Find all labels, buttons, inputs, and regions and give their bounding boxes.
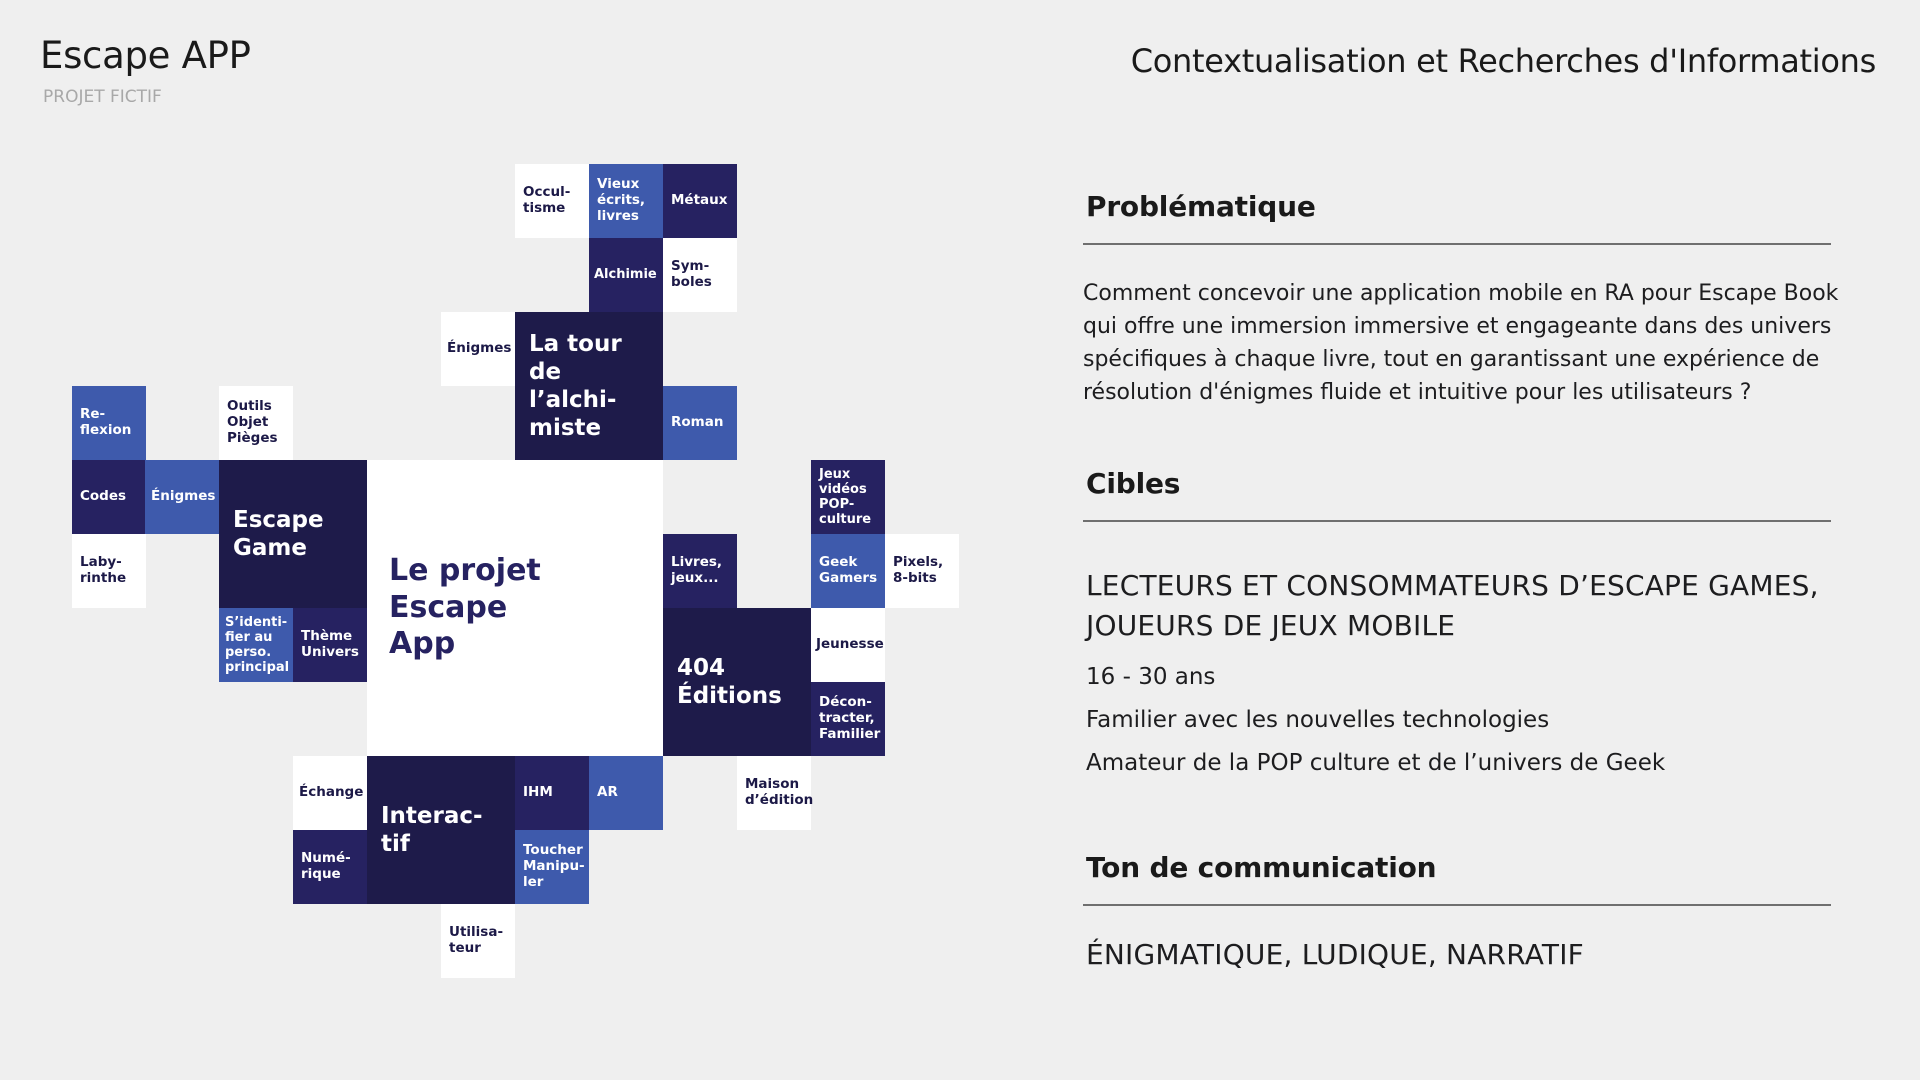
- info-panel: [1083, 190, 1839, 971]
- target-item: Familier avec les nouvelles technologies: [1086, 707, 1550, 733]
- tile-label: Énigmes: [151, 488, 216, 505]
- tile-jeunesse: [811, 608, 885, 682]
- tile-label: Numé- rique: [301, 850, 351, 882]
- tile-le-projet-escape-app: [367, 460, 663, 756]
- tile-label: S’identi- fier au perso. principal: [225, 614, 290, 676]
- tile-roman: [663, 386, 737, 460]
- tile-enigmes-top: [441, 312, 515, 386]
- tile-label: Laby- rinthe: [80, 554, 127, 586]
- tile-label: Thème Univers: [301, 628, 359, 660]
- tile-label: Pixels, 8-bits: [893, 554, 944, 586]
- tone-value: ÉNIGMATIQUE, LUDIQUE, NARRATIF: [1086, 938, 1584, 971]
- tile-reflexion: [72, 386, 146, 460]
- tile-sidentifier: [219, 608, 293, 682]
- tile-outils: [219, 386, 293, 460]
- tile-enigmes-left: [145, 460, 219, 534]
- tile-label: IHM: [523, 784, 553, 801]
- section-title: Problématique: [1086, 190, 1316, 223]
- tile-interactif: [367, 756, 515, 904]
- tile-pixels: [885, 534, 959, 608]
- tile-label: Occul- tisme: [523, 184, 571, 216]
- tile-la-tour-de-lalchimiste: [515, 312, 663, 460]
- tile-geek-gamers: [811, 534, 885, 608]
- tile-label: Alchimie: [594, 267, 657, 283]
- tile-label: Jeux vidéos POP- culture: [819, 466, 872, 528]
- tile-vieux-ecrits: [589, 164, 663, 238]
- tile-metaux: [663, 164, 737, 238]
- tile-echange: [293, 756, 367, 830]
- section-title: Cibles: [1086, 467, 1181, 500]
- app-title: Escape APP: [40, 34, 251, 77]
- tile-theme-univers: [293, 608, 367, 682]
- tile-maison-edition: [737, 756, 814, 830]
- tile-label: Codes: [80, 488, 127, 505]
- tile-label: Sym- boles: [671, 258, 712, 290]
- section-divider: [1083, 904, 1831, 906]
- tile-jeux-videos: [811, 460, 885, 534]
- tile-label: Outils Objet Pièges: [227, 398, 278, 446]
- targets-headline: LECTEURS ET CONSOMMATEURS D’ESCAPE GAMES, JOUEURS DE JEUX MOBILE: [1086, 569, 1819, 642]
- tile-ar: [589, 756, 663, 830]
- tile-label: Maison d’édition: [745, 776, 814, 808]
- tile-symboles: [663, 238, 737, 312]
- section-divider: [1083, 520, 1831, 522]
- tile-label: Échange: [299, 784, 364, 801]
- tile-404-editions: [663, 608, 811, 756]
- tile-escape-game: [219, 460, 367, 608]
- concept-mosaic: [0, 0, 1000, 1000]
- tile-label: Livres, jeux...: [671, 554, 723, 586]
- tile-ihm: [515, 756, 589, 830]
- tile-label: Jeunesse: [816, 636, 884, 653]
- tile-label: AR: [597, 784, 618, 801]
- tile-label: Geek Gamers: [819, 554, 878, 586]
- tile-label: Décon- tracter, Familier: [819, 694, 881, 742]
- tile-label: Vieux écrits, livres: [597, 176, 646, 224]
- tile-decontracter: [811, 682, 885, 756]
- tile-label: Toucher Manipu- ler: [523, 842, 585, 890]
- tile-codes: [72, 460, 146, 534]
- target-item: 16 - 30 ans: [1086, 664, 1216, 690]
- tile-label: Énigmes: [447, 340, 512, 357]
- tile-label: Roman: [671, 414, 724, 431]
- target-item: Amateur de la POP culture et de l’univers de Geek: [1086, 750, 1666, 776]
- section-divider: [1083, 243, 1831, 245]
- tile-alchimie: [589, 238, 663, 312]
- tile-occultisme: [515, 164, 589, 238]
- section-title: Ton de communication: [1086, 851, 1437, 884]
- section-ton: [1083, 851, 1833, 971]
- tile-label: Utilisa- teur: [449, 924, 504, 956]
- tile-toucher: [515, 830, 589, 904]
- section-problematique: [1083, 190, 1839, 409]
- tile-label: Le projet Escape App: [389, 552, 541, 662]
- page-title: Contextualisation et Recherches d'Informations: [1130, 42, 1876, 80]
- tile-label: Escape Game: [233, 506, 324, 561]
- tile-numerique: [293, 830, 367, 904]
- tile-label: 404 Éditions: [677, 654, 782, 709]
- tile-label: La tour de l’alchi- miste: [529, 330, 622, 442]
- app-subtitle: PROJET FICTIF: [43, 87, 162, 107]
- problem-statement: Comment concevoir une application mobile en RA pour Escape Book qui offre une immersion immersive et engageante dans des univers spécifiques à chaque livre, tout en garantissant une expérience de résolution d'énigmes fluide et intuitive pour les utilisateurs ?: [1083, 281, 1839, 405]
- tile-label: Re- flexion: [80, 406, 132, 438]
- tile-livres-jeux: [663, 534, 737, 608]
- tile-label: Interac- tif: [381, 802, 483, 857]
- tile-labyrinthe: [72, 534, 146, 608]
- tile-utilisateur: [441, 904, 515, 978]
- section-cibles: [1083, 467, 1833, 779]
- tile-label: Métaux: [671, 192, 728, 209]
